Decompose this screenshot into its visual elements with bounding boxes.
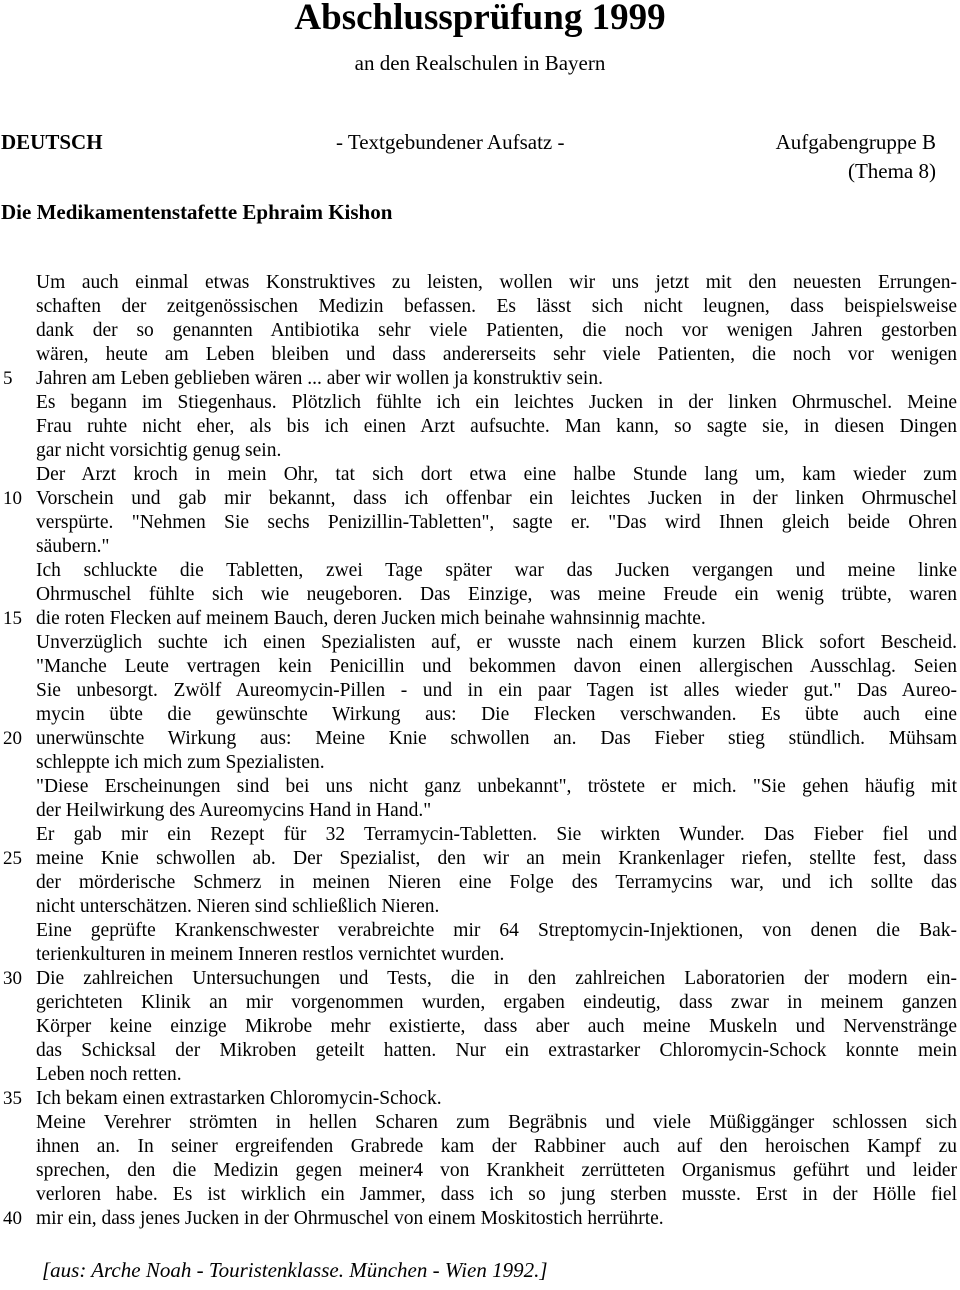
text-line: Es begann im Stiegenhaus. Plötzlich fühlte ich ein leichtes Jucken in der linken Ohrmuschel. Meine <box>36 392 957 413</box>
text-line: Ich bekam einen extrastarken Chloromycin-Schock. <box>36 1088 442 1109</box>
story-text <box>36 271 957 1231</box>
text-line: Um auch einmal etwas Konstruktives zu leisten, wollen wir uns jetzt mit den neuesten Errungen- <box>36 272 957 293</box>
text-line: sprechen, den die Medizin gegen meiner4 von Krankheit zerrütteten Organismus geführt und leider <box>36 1160 957 1181</box>
line-number: 15 <box>3 608 22 629</box>
text-line: ihnen an. In seiner ergreifenden Grabrede kam der Rabbiner auch auf den heroischen Kampf zu <box>36 1136 957 1157</box>
text-line: die roten Flecken auf meinem Bauch, deren Jucken mich beinahe wahnsinnig machte. <box>36 608 706 629</box>
text-line: Leben noch retten. <box>36 1064 182 1085</box>
text-line: "Diese Erscheinungen sind bei uns nicht ganz unbekannt", tröstete er mich. "Sie gehen häufig mit <box>36 776 957 797</box>
line-number: 20 <box>3 728 22 749</box>
text-line: verspürte. "Nehmen Sie sechs Penizillin-Tabletten", sagte er. "Das wird Ihnen gleich beide Ohren <box>36 512 957 533</box>
text-line: mir ein, dass jenes Jucken in der Ohrmuschel von einem Moskitostich herrührte. <box>36 1208 664 1229</box>
line-number: 5 <box>3 368 13 389</box>
source-citation: [aus: Arche Noah - Touristenklasse. München - Wien 1992.] <box>42 1258 548 1282</box>
text-line: mycin übte die gewünschte Wirkung aus: Die Flecken verschwanden. Es übte auch eine <box>36 704 957 725</box>
text-line: meine Knie schwollen ab. Der Spezialist, den wir an mein Krankenlager riefen, stellte fest, dass <box>36 848 957 869</box>
text-line: Eine geprüfte Krankenschwester verabreichte mir 64 Streptomycin-Injektionen, von denen die Bak- <box>36 920 957 941</box>
task-group: Aufgabengruppe B <box>775 130 936 154</box>
line-number: 35 <box>3 1088 22 1109</box>
line-number: 10 <box>3 488 22 509</box>
story-title: Die Medikamentenstafette Ephraim Kishon <box>1 200 393 224</box>
text-line: Unverzüglich suchte ich einen Spezialisten auf, er wusste nach einem kurzen Blick sofort Bescheid. <box>36 632 957 653</box>
text-line: Meine Verehrer strömten in hellen Scharen zum Begräbnis und viele Müßiggänger schlossen sich <box>36 1112 957 1133</box>
text-line: "Manche Leute vertragen kein Penicillin und bekommen davon einen allergischen Ausschlag. Seien <box>36 656 957 677</box>
line-number: 25 <box>3 848 22 869</box>
document-title: Abschlussprüfung 1999 <box>294 0 666 38</box>
text-line: Vorschein und gab mir bekannt, dass ich offenbar ein leichtes Jucken in der linken Ohrmuschel <box>36 488 957 509</box>
text-line: schleppte ich mich zum Spezialisten. <box>36 752 325 773</box>
text-line: der mörderische Schmerz in meinen Nieren eine Folge des Terramycins war, und ich sollte das <box>36 872 957 893</box>
text-line: schaften der zeitgenössischen Medizin befassen. Es lässt sich nicht leugnen, dass beispielsweise <box>36 296 957 317</box>
line-number: 40 <box>3 1208 22 1229</box>
text-line: das Schicksal der Mikroben geteilt hatten. Nur ein extrastarker Chloromycin-Schock konnte mein <box>36 1040 957 1061</box>
text-line: säubern." <box>36 536 110 557</box>
text-line: Der Arzt kroch in mein Ohr, tat sich dort etwa eine halbe Stunde lang um, kam wieder zum <box>36 464 957 485</box>
text-line: nicht unterschätzen. Nieren sind schließlich Nieren. <box>36 896 440 917</box>
text-line: terienkulturen in meinem Inneren restlos vernichtet wurden. <box>36 944 505 965</box>
text-line: Er gab mir ein Rezept für 32 Terramycin-Tabletten. Sie wirkten Wunder. Das Fieber fiel und <box>36 824 957 845</box>
line-number: 30 <box>3 968 22 989</box>
text-line: Jahren am Leben geblieben wären ... aber wir wollen ja konstruktiv sein. <box>36 368 603 389</box>
text-line: gar nicht vorsichtig genug sein. <box>36 440 282 461</box>
text-line: Sie unbesorgt. Zwölf Aureomycin-Pillen - und in ein paar Tagen ist alles wieder gut." Das Aureo- <box>36 680 957 701</box>
text-line: der Heilwirkung des Aureomycins Hand in Hand." <box>36 800 432 821</box>
text-line: Die zahlreichen Untersuchungen und Tests, die in den zahlreichen Laboratorien der modern ein- <box>36 968 957 989</box>
text-line: verloren habe. Es ist wirklich ein Jammer, dass ich so jung sterben musste. Erst in der Hölle fiel <box>36 1184 957 1205</box>
document-subtitle: an den Realschulen in Bayern <box>354 51 606 75</box>
text-line: gerichteten Klinik an mir vorgenommen wurden, ergaben eindeutig, dass zwar in meinem ganzen <box>36 992 957 1013</box>
task-theme: (Thema 8) <box>847 159 936 183</box>
text-line: unerwünschte Wirkung aus: Meine Knie schwollen an. Das Fieber stieg stündlich. Mühsam <box>36 728 957 749</box>
text-line: wären, heute am Leben bleiben und dass andererseits sehr viele Patienten, die noch vor wenigen <box>36 344 957 365</box>
subject-label: DEUTSCH <box>1 130 103 154</box>
text-line: Frau ruhte nicht eher, als bis ich einen Arzt aufsuchte. Man kann, so sagte sie, in diesen Dingen <box>36 416 957 437</box>
task-kind: - Textgebundener Aufsatz - <box>336 130 565 154</box>
text-line: Ohrmuschel fühlte sich wie neugeboren. Das Einzige, was meine Freude ein wenig trübte, waren <box>36 584 957 605</box>
text-line: dank der so genannten Antibiotika sehr viele Patienten, die noch vor wenigen Jahren gestorben <box>36 320 957 341</box>
text-line: Körper keine einzige Mikrobe mehr existierte, dass aber auch meine Muskeln und Nervenstränge <box>36 1016 957 1037</box>
text-line: Ich schluckte die Tabletten, zwei Tage später war das Jucken vergangen und meine linke <box>36 560 957 581</box>
